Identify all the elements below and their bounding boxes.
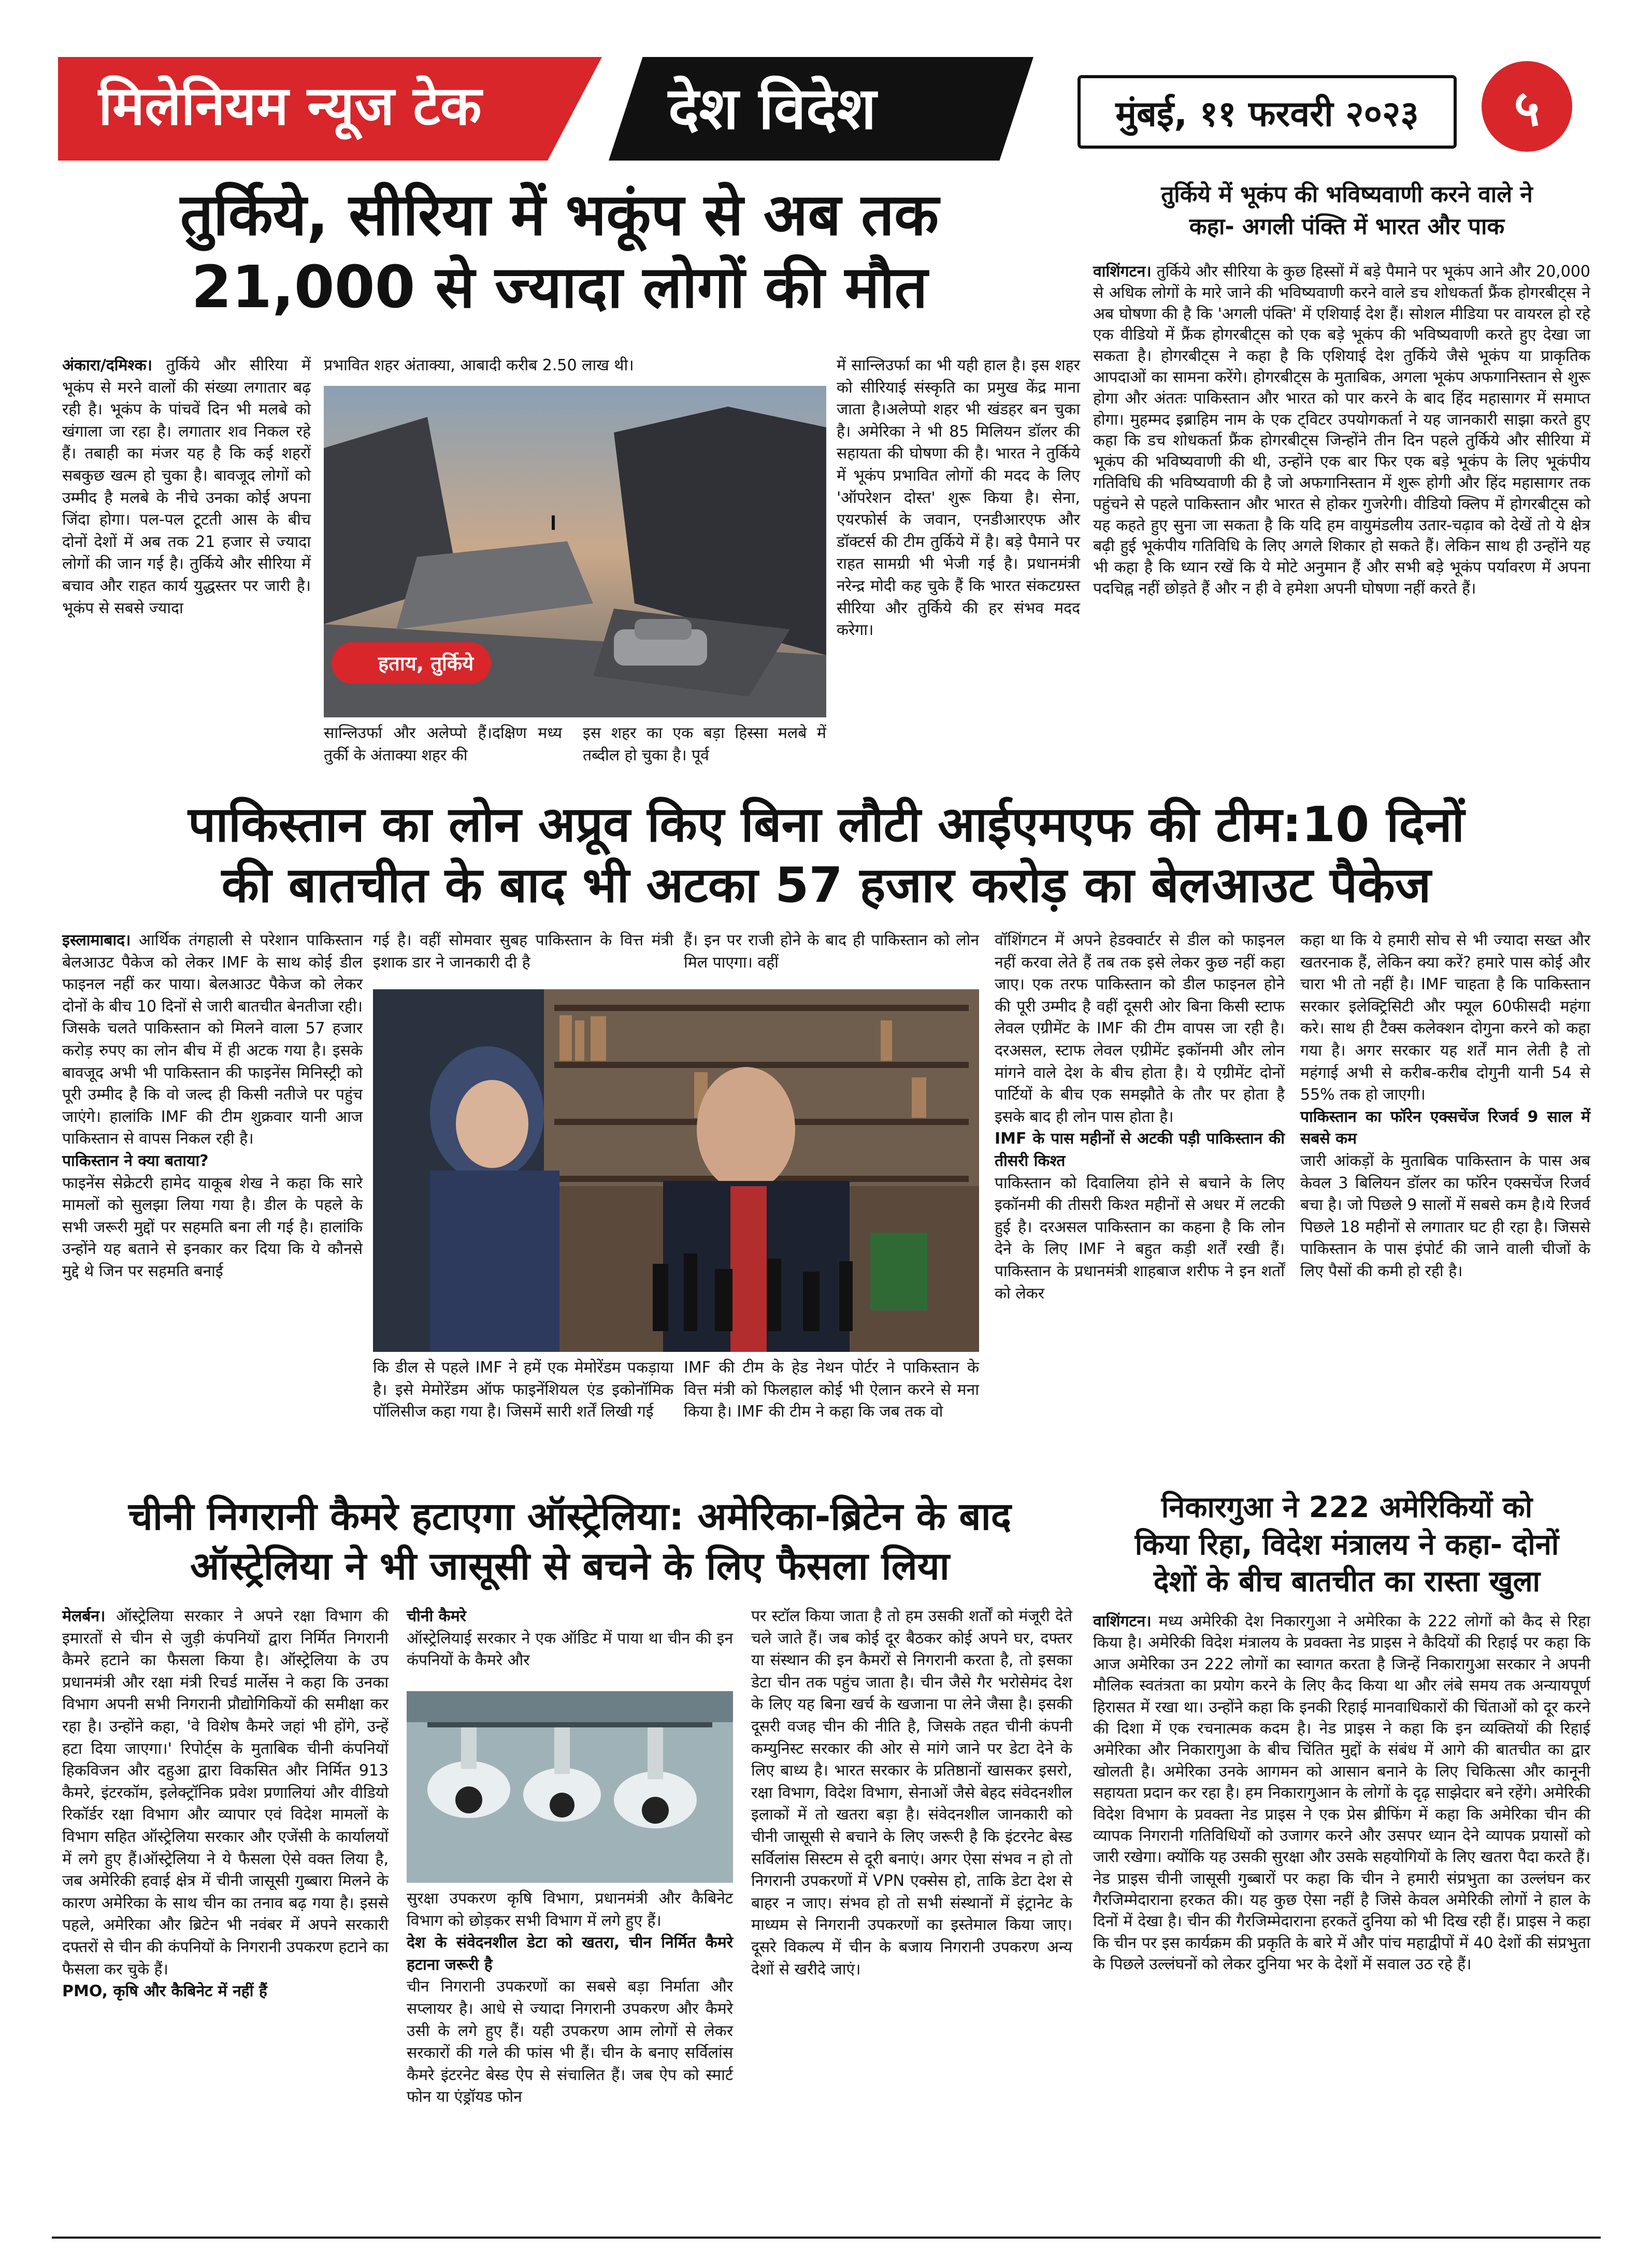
story4-subhead-1: PMO, कृषि और कैबिनेट में नहीं हैं (62, 1982, 267, 2001)
photo-caption: हताय, तुर्किये (332, 642, 491, 684)
story3-col2-bottom: कि डील से पहले IMF ने हमें एक मेमोरेंडम पकड़ाया है। इसे मेमोरेंडम ऑफ फाइनेंशियल एंड इकोनॉमिक पॉलिसीज कहा गया है। जिसमें सारी शर्तें लिखी गई (373, 1359, 673, 1421)
story3-col3-top: हैं। इन पर राजी होने के बाद ही पाकिस्तान को लोन मिल पाएगा। वहीं (684, 931, 979, 972)
brand-name: मिलेनियम न्यूज टेक (98, 74, 482, 137)
story4-col1: मेलर्बन। ऑस्ट्रेलिया सरकार ने अपने रक्षा विभाग की इमारतों से चीन से जुड़ी कंपनियों द्वारा निर्मित निगरानी कैमरे हटाने का फैसला किया है। ऑस्ट्रेलिया के उप प्रधानमंत्री और रक्षा मंत्री रिचर्ड मार्लेस ने कहा कि उनका विभाग अपनी सभी निगरानी प्रौद्योगिकियों की समीक्षा कर रहा है। उन्होंने कहा, 'वे विशेष कैमरे जहां भी होंगे, उन्हें हटा दिया जाएगा।' रिपोर्ट्स के मुताबिक चीनी कंपनियों हिकविजन और दहुआ द्वारा विकसित और निर्मित 913 कैमरे, इंटरकॉम, इलेक्ट्रॉनिक प्रवेश प्रणालियां और वीडियो रिकॉर्डर रक्षा विभाग और व्यापार एवं विदेश मामलों के विभाग सहित ऑस्ट्रेलिया सरकार और एजेंसी के कार्यालयों में लगे हुए हैं।ऑस्ट्रेलिया ने ये फैसला ऐसे वक्त लिया है, जब अमेरिकी हवाई क्षेत्र में चीनी जासूसी गुब्बारा मिलने के कारण अमेरिका के साथ चीन का तनाव बढ़ गया है। इससे पहले, अमेरिका और ब्रिटेन भी नवंबर में अपने सरकारी दफ्तरों से चीन की कंपनियों के निगरानी उपकरण हटाने का फैसला कर चुके हैं। PMO, कृषि और कैबिनेट में नहीं हैं (62, 1606, 389, 2003)
story5-body: वाशिंगटन। मध्य अमेरिकी देश निकारगुआ ने अमेरिका के 222 लोगों को कैद से रिहा किया है। अमेरिकी विदेश मंत्रालय के प्रवक्ता नेड प्राइस ने कैदियों की रिहाई पर कहा कि आज अमेरिका उन 222 लोगों का स्वागत करता है जिन्हें निकारागुआ सरकार ने अपनी मौलिक स्वतंत्रता का प्रयोग करने के लिए कैद किया था और लंबे समय तक अन्यायपूर्ण हिरासत में रखा था। उन्होंने कहा कि इनकी रिहाई मानवाधिकारों की चिंताओं को दूर करने की दिशा में एक रचनात्मक कदम है। नेड प्राइस ने कहा कि इन व्यक्तियों की रिहाई अमेरिका और निकारागुआ के बीच चिंतित मुद्दों के संबंध में आगे की बातचीत का द्वार खोलती है। अमेरिका उनके आगमन को आसान बनाने के लिए चिकित्सा और कानूनी सहायता प्रदान कर रहा है। हम निकारागुआन के लोगों के दृढ़ साझेदार बने रहेंगे। अमेरिकी विदेश विभाग के प्रवक्ता नेड प्राइस ने एक प्रेस ब्रीफिंग में कहा कि अमेरिका चीन की व्यापक निगरानी गतिविधियों को उजागर करने और उसपर ध्यान देने व्यापक प्रयासों को जारी रखेगा। क्योंकि यह उसकी सुरक्षा और उसके सहयोगियों के लिए खतरा पैदा करते हैं। नेड प्राइस चीनी जासूसी गुब्बारों पर कहा कि चीन ने हमारी संप्रभुता का उल्लंघन कर गैरजिम्मेदाराना हरकत की। यह कुछ ऐसा नहीं है जिसे केवल अमेरिकी लोगों ने हाल के दिनों में देखा है। चीन की गैरजिम्मेदाराना हरकतें दुनिया को भी दिख रही हैं। प्राइस ने कहा कि चीन पर इस कार्यक्रम की प्रकृति के बारे में और पांच महाद्वीपों में 40 देशों की संप्रभुता के पिछले उल्लंघनों को लेकर दुनिया भर के देशों में सवाल उठ रहे हैं। (1093, 1612, 1590, 1974)
story3-subhead-1: पाकिस्तान ने क्या बताया? (62, 1151, 209, 1170)
story3-col2-top: गई है। वहीं सोमवार सुबह पाकिस्तान के वित्त मंत्री इशाक डार ने जानकारी दी है (373, 931, 673, 972)
story1-col2-bottom: सान्लिउर्फा और अलेप्पो हैं।दक्षिण मध्य तुर्की के अंताक्या शहर की (324, 724, 562, 765)
story4-col3: पर स्टॉल किया जाता है तो हम उसकी शर्तों को मंजूरी देते चले जाते हैं। जब कोई दूर बैठकर कोई अपने घर, दफ्तर या संस्थान की इन कैमरों से निगरानी करता है, तो इसका डेटा चीन तक पहुंच जाता है। चीन जैसे गैर भरोसेमंद देश के लिए यह बिना खर्च के खजाना पा लेने जैसा है। इसकी दूसरी वजह चीन की नीति है, जिसके तहत चीनी कंपनी कम्युनिस्ट सरकार की ओर से मांगे जाने पर डेटा देने के लिए बाध्य है। भारत सरकार के प्रतिष्ठानों खासकर इसरो, रक्षा विभाग, विदेश विभाग, सेनाओं जैसे बेहद संवेदनशील इलाकों में तो खतरा बड़ा है। संवेदनशील जानकारी को चीनी जासूसी से बचाने के लिए जरूरी है कि इंटरनेट बेस्ड सर्विलांस सिस्टम से दूरी बनाएं। अगर ऐसा संभव न हो तो निगरानी उपकरणों में VPN एक्सेस हो, ताकि डेटा देश से बाहर न जाए। संभव हो तो सभी संस्थानों में इंट्रानेट के माध्यम से निगरानी उपकरणों का इस्तेमाल किया जाए। दूसरे विकल्प में चीन के बजाय निगरानी उपकरण अन्य देशों से खरीदे जाएं। (751, 1607, 1072, 1979)
issue-date: मुंबई, ११ फरवरी २०२३ (1078, 75, 1457, 149)
story3-subhead-3: पाकिस्तान का फॉरेन एक्सचेंज रिजर्व 9 साल में सबसे कम (1300, 1107, 1590, 1148)
press-conference-photo (373, 989, 979, 1352)
story3-headline: पाकिस्तान का लोन अप्रूव किए बिना लौटी आईएमएफ की टीम:10 दिनों की बातचीत के बाद भी अटका 57 हजार करोड़ का बेलआउट पैकेज (188, 797, 1464, 914)
story1-headline: तुर्किये, सीरिया में भकूंप से अब तक 21,000 से ज्यादा लोगों की मौत (180, 181, 939, 321)
page-number: ५ (1482, 61, 1572, 152)
story4-headline: चीनी निगरानी कैमरे हटाएगा ऑस्ट्रेलिया: अमेरिका-ब्रिटेन के बाद ऑस्ट्रेलिया ने भी जासूसी से बचने के लिए फैसला लिया (128, 1494, 1012, 1589)
story3-col1: इस्लामाबाद। आर्थिक तंगहाली से परेशान पाकिस्तान बेलआउट पैकेज को लेकर IMF के साथ कोई डील फाइनल नहीं कर पाया। बेलआउट पैकेज को लेकर दोनों के बीच 10 दिनों से जारी बातचीत बेनतीजा रही। जिसके चलते पाकिस्तान को मिलने वाला 57 हजार करोड़ रुपए का लोन बीच में ही अटक गया है। इसके बावजूद अभी भी पाकिस्तान की फाइनेंस मिनिस्ट्री को पूरी उम्मीद है कि वो जल्द ही किसी नतीजे पर पहुंच जाएंगे। हालांकि IMF की टीम शुक्रवार यानी आज पाकिस्तान से वापस निकल रही है। पाकिस्तान ने क्या बताया? फाइनेंस सेक्रेटरी हामेद याकूब शेख ने कहा कि सारे मामलों को सुलझा लिया गया है। डील के पहले के सभी जरूरी मुद्दों पर सहमति बना ली गई है। हालांकि उन्होंने यह बताने से इनकार कर दिया कि ये कौनसे मुद्दे थे जिन पर सहमति बनाई (62, 931, 363, 1280)
story3-col5: कहा था कि ये हमारी सोच से भी ज्यादा सख्त और खतरनाक हैं, लेकिन क्या करें? हमारे पास कोई और चारा भी तो नहीं है। IMF चाहता है कि पाकिस्तान सरकार इलेक्ट्रिसिटी और फ्यूल 60फीसदी महंगा करे। साथ ही टैक्स कलेक्शन दोगुना करने को कहा गया है। अगर सरकार यह शर्तें मान लेती है तो महंगाई अभी से करीब-करीब दोगुनी यानी 54 से 55% तक हो जाएगी। पाकिस्तान का फॉरेन एक्सचेंज रिजर्व 9 साल में सबसे कम जारी आंकड़ों के मुताबिक पाकिस्तान के पास अब केवल 3 बिलियन डॉलर का फॉरेन एक्सचेंज रिजर्व बचा है। जो पिछले 9 सालों में सबसे कम है।ये रिजर्व पिछले 18 महीनों से लगातार घट ही रहा है। जिससे पाकिस्तान के पास इंपोर्ट की जाने वाली चीजों के लिए पैसों की कमी हो रही है। (1300, 931, 1590, 1280)
surveillance-cameras-photo (407, 1691, 733, 1883)
story4-col2-top: चीनी कैमरे ऑस्ट्रेलियाई सरकार ने एक ऑडिट में पाया था चीन की इन कंपनियों के कैमरे और (407, 1607, 733, 1670)
story3-col4: वॉशिंगटन में अपने हेडक्वार्टर से डील को फाइनल नहीं करवा लेते हैं तब तक इसे लेकर कुछ नहीं कहा जाए। एक तरफ पाकिस्तान को डील फाइनल होने की पूरी उम्मीद है वहीं दूसरी ओर बिना किसी स्टाफ लेवल एग्रीमेंट के IMF की टीम वापस जा रही है। दरअसल, स्टाफ लेवल एग्रीमेंट इकॉनमी और लोन मांगने वाले देश के बीच होता है। ये एग्रीमेंट दोनों पार्टियों के बीच एक समझौते के तौर पर होता है इसके बाद ही लोन पास होता है। IMF के पास महीनों से अटकी पड़ी पाकिस्तान की तीसरी किश्त पाकिस्तान को दिवालिया होने से बचाने के लिए इकॉनमी की तीसरी किश्त महीनों से अधर में लटकी हुई है। दरअसल पाकिस्तान का कहना है कि लोन देने के लिए IMF ने बहुत कड़ी शर्तें रखी हैं। पाकिस्तान के प्रधानमंत्री शाहबाज शरीफ ने इन शर्तों को लेकर (995, 931, 1285, 1303)
page-bottom-rule (52, 2237, 1601, 2239)
story2-body: वाशिंगटन। तुर्किये और सीरिया के कुछ हिस्सों में बड़े पैमाने पर भूकंप आने और 20,000 से अधिक लोगों के मारे जाने की भविष्यवाणी करने वाले डच शोधकर्ता फ्रैंक होगरबीट्स ने अब घोषणा की है कि 'अगली पंक्ति' में एशियाई देश हैं। सोशल मीडिया पर वायरल हो रहे एक वीडियो में फ्रैंक होगरबीट्स को एक बड़े भूकंप की भविष्यवाणी करते हुए देखा जा सकता है। होगरबीट्स ने कहा है कि एशियाई देश तुर्किये जैसे भूकंप या प्राकृतिक आपदाओं का सामना करेंगे। होगरबीट्स के मुताबिक, अगला भूकंप अफगानिस्तान से शुरू होगा और अंततः पाकिस्तान और भारत को पार करने के बाद हिंद महासागर में समाप्त होगा। मुहम्मद इब्राहिम नाम के एक ट्विटर उपयोगकर्ता ने यह जानकारी साझा करते हुए कहा कि डच शोधकर्ता फ्रैंक होगरबीट्स जिन्होंने तीन दिन पहले तुर्किये और सीरिया में भूकंप की भविष्यवाणी की थी, उन्होंने एक बार फिर एक बड़े भूकंप के लिए भूकंपीय गतिविधि की भविष्यवाणी की है जो अफगानिस्तान में शुरू होगी और हिंद महासागर तक पहुंचने से पहले पाकिस्तान और भारत से होकर गुजरेगी। वीडियो क्लिप में होगरबीट्स को यह कहते हुए सुना जा सकता है कि यदि हम वायुमंडलीय उतार-चढ़ाव को देखें तो ये क्षेत्र बढ़ी हुई भूकंपीय गतिविधि के लिए अगले शिकार हो सकते हैं। लेकिन साथ ही उन्होंने यह भी कहा है कि ध्यान रखें कि ये मोटे अनुमान हैं और सभी बड़े भूकंप पर्यावरण में अपना पदचिह्न नहीं छोड़ते हैं और न ही वे हमेशा अपनी घोषणा नहीं करते हैं। (1093, 263, 1590, 598)
story1-col2-top: प्रभावित शहर अंताक्या, आबादी करीब 2.50 लाख थी। (324, 356, 634, 374)
story4-subhead-2: देश के संवेदनशील डेटा को खतरा, चीन निर्मित कैमरे हटाना जरूरी है (407, 1934, 733, 1974)
story1-col1: अंकारा/दमिश्क। तुर्किये और सीरिया में भूकंप से मरने वालों की संख्या लगातार बढ़ रही है। भूकंप के पांचवें दिन भी मलबे को खंगाला जा रहा है। लगातार शव निकल रहे हैं। तबाही का मंजर यह है कि कई शहरों सबकुछ खत्म हो चुका है। बावजूद लोगों को उम्मीद है मलबे के नीचे उनका कोई अपना जिंदा होगा। पल-पल टूटती आस के बीच दोनों देशों में अब तक 21 हजार से ज्यादा लोगों की जान गई है। तुर्किये और सीरिया में बचाव और राहत कार्य युद्धस्तर पर जारी है। भूकंप से सबसे ज्यादा (62, 356, 311, 617)
section-title: देश विदेश (668, 75, 877, 142)
story3-col3-bottom: IMF की टीम के हेड नेथन पोर्टर ने पाकिस्तान के वित्त मंत्री को फिलहाल कोई भी ऐलान करने से मना किया है। IMF की टीम ने कहा कि जब तक वो (684, 1359, 979, 1421)
story4-col2-bottom: सुरक्षा उपकरण कृषि विभाग, प्रधानमंत्री और कैबिनेट विभाग को छोड़कर सभी विभाग में लगे हुए हैं। देश के संवेदनशील डेटा को खतरा, चीन निर्मित कैमरे हटाना जरूरी है चीन निगरानी उपकरणों का सबसे बड़ा निर्माता और सप्लायर है। आधे से ज्यादा निगरानी उपकरण और कैमरे उसी के लगे हुए हैं। यही उपकरण आम लोगों से लेकर सरकारों की गले की फांस भी हैं। चीन के बनाए सर्विलांस कैमरे इंटरनेट बेस्ड ऐप से संचालित हैं। जब ऐप को स्मार्ट फोन या एंड्रॉयड फोन (407, 1890, 733, 2107)
story1-col4: में सान्लिउर्फा का भी यही हाल है। इस शहर को सीरियाई संस्कृति का प्रमुख केंद्र माना जाता है।अलेप्पो शहर भी खंडहर बन चुका है। अमेरिका ने भी 85 मिलियन डॉलर की सहायता की घोषणा की है। भारत ने तुर्किये में भूकंप प्रभावित लोगों की मदद के लिए 'ऑपरेशन दोस्त' शुरू किया है। सेना, एयरफोर्स के जवान, एनडीआरएफ और डॉक्टर्स की टीम तुर्किये में है। बड़े पैमाने पर राहत सामग्री भी भेजी गई है। प्रधानमंत्री नरेन्द्र मोदी कह चुके हैं कि भारत संकटग्रस्त सीरिया और तुर्किये की हर संभव मदद करेगा। (837, 356, 1080, 640)
story3-subhead-2: IMF के पास महीनों से अटकी पड़ी पाकिस्तान की तीसरी किश्त (995, 1130, 1285, 1170)
story1-col3-bottom: इस शहर का एक बड़ा हिस्सा मलबे में तब्दील हो चुका है। पूर्व (583, 724, 826, 765)
story5-headline: निकारगुआ ने 222 अमेरिकियों को किया रिहा, विदेश मंत्रालय ने कहा- दोनों देशों के बीच बातचीत का रास्ता खुला (1134, 1491, 1559, 1599)
story2-headline: तुर्किये में भूकंप की भविष्यवाणी करने वाले ने कहा- अगली पंक्ति में भारत और पाक (1161, 181, 1533, 240)
